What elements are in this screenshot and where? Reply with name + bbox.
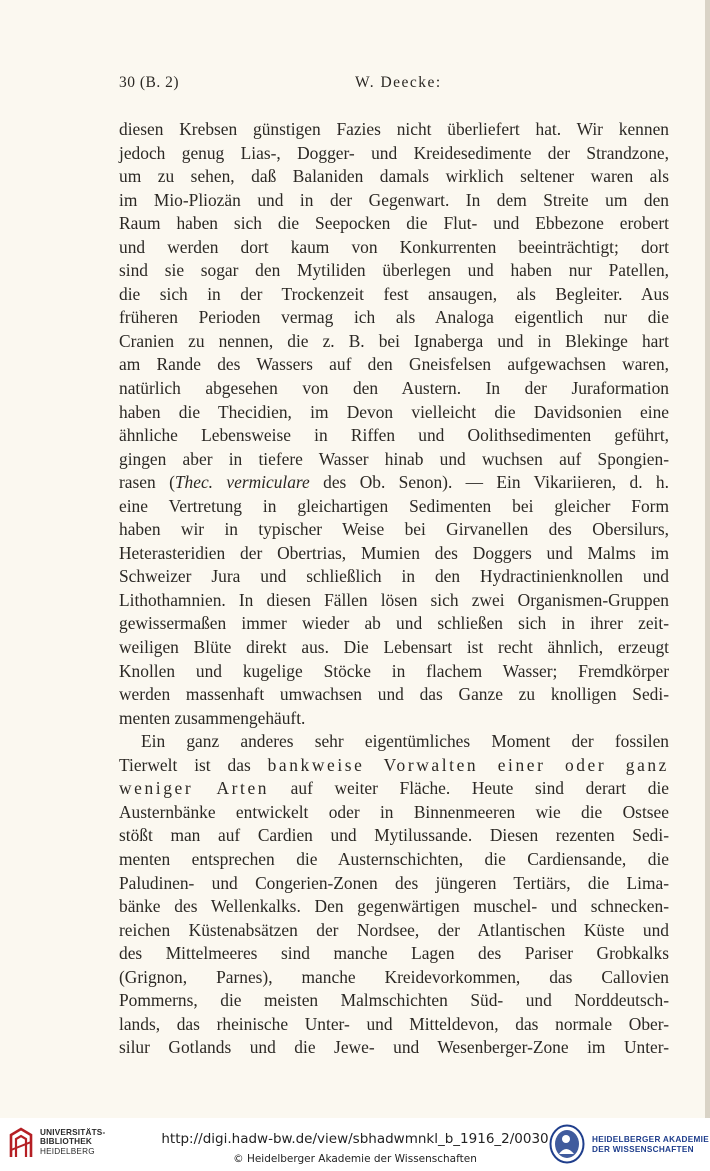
text-line: weniger Arten auf weiter Fläche. Heute sind derart die xyxy=(119,778,669,799)
text-line: stößt man auf Cardien und Mytilussande. Diesen rezenten Sedi- xyxy=(119,825,669,846)
text-line: (Grignon, Parnes), manche Kreidevorkommen, das Callovien xyxy=(119,966,669,987)
text-line: Tierwelt ist das bankweise Vorwalten einer oder ganz xyxy=(119,754,670,775)
text-line: Pommerns, die meisten Malmschichten Süd- und Norddeutsch- xyxy=(119,990,669,1011)
text-line: Cranien zu nennen, die z. B. bei Ignaberga und in Blekinge hart xyxy=(119,330,669,351)
text-line: natürlich abgesehen von den Austern. In der Juraformation xyxy=(119,378,669,399)
text-line: gingen aber in tiefere Wasser hinab und wuchsen auf Spongien- xyxy=(119,448,669,469)
text-line: rasen (Thec. vermiculare des Ob. Senon). — Ein Vikariieren, d. h. xyxy=(119,472,669,493)
text-line: am Rande des Wassers auf den Gneisfelsen aufgewachsen waren, xyxy=(119,354,669,375)
text-line: Schweizer Jura und schließlich in den Hydractinienknollen und xyxy=(119,566,669,587)
text-line: werden massenhaft umwachsen und das Ganze zu knolligen Sedi- xyxy=(119,684,669,705)
text-line: jedoch genug Lias-, Dogger- und Kreidesedimente der Strandzone, xyxy=(119,142,669,163)
text-line: bänke des Wellenkalks. Den gegenwärtigen muschel- und schnecken- xyxy=(119,896,669,917)
text-line: im Mio-Pliozän und in der Gegenwart. In dem Streite um den xyxy=(119,189,669,210)
permalink-url[interactable]: http://digi.hadw-bw.de/view/sbhadwmnkl_b_1916_2/0030 xyxy=(161,1131,549,1147)
text-line: Heterasteridien der Obertrias, Mumien des Doggers und Malms im xyxy=(119,542,669,563)
text-line: haben wir in typischer Weise bei Girvanellen des Obersilurs, xyxy=(119,519,669,540)
author-name: W. Deecke: xyxy=(355,74,442,91)
academy-seal-icon xyxy=(549,1124,585,1164)
text-line: Lithothamnien. In diesen Fällen lösen sich zwei Organismen-Gruppen xyxy=(119,589,669,610)
text-line: Paludinen- und Congerien-Zonen des jüngeren Tertiärs, die Lima- xyxy=(119,872,669,893)
text-line: reichen Küstenabsätzen der Nordsee, der Atlantischen Küste und xyxy=(119,919,669,940)
text-line: haben die Thecidien, im Devon vielleicht die Davidsonien eine xyxy=(119,401,669,422)
text-line: Knollen und kugelige Stöcke in flachem Wasser; Fremdkörper xyxy=(119,660,669,681)
text-line: eine Vertretung in gleichartigen Sedimenten bei gleicher Form xyxy=(119,495,669,516)
footer xyxy=(0,1118,710,1171)
text-line: menten entsprechen die Austernschichten, die Cardiensande, die xyxy=(119,848,669,869)
species-name: Thec. vermiculare xyxy=(174,472,310,493)
spaced-emphasis: weniger Arten xyxy=(119,778,270,799)
text-line: menten zusammengehäuft. xyxy=(119,707,306,728)
text-line: Ein ganz anderes sehr eigentümliches Moment der fossilen xyxy=(141,731,669,752)
library-name: UNIVERSITÄTS- BIBLIOTHEK HEIDELBERG xyxy=(40,1128,106,1156)
text-line: und werden dort kaum von Konkurrenten beeinträchtigt; dort xyxy=(119,236,669,257)
text-line: des Mittelmeeres sind manche Lagen des Pariser Grobkalks xyxy=(119,943,669,964)
text-line: Raum haben sich die Seepocken die Flut- und Ebbezone erobert xyxy=(119,213,669,234)
text-line: gewissermaßen immer wieder ab und schließen sich in ihrer zeit- xyxy=(119,613,669,634)
copyright-notice: © Heidelberger Akademie der Wissenschaften xyxy=(233,1153,477,1165)
text-line: die sich in der Trockenzeit fest ansaugen, als Begleiter. Aus xyxy=(119,283,669,304)
page-edge xyxy=(705,0,710,1118)
page-number: 30 (B. 2) xyxy=(119,74,180,91)
text-line: ähnliche Lebensweise in Riffen und Oolithsedimenten geführt, xyxy=(119,425,669,446)
library-logo-icon xyxy=(8,1126,34,1160)
text-line: silur Gotlands und die Jewe- und Wesenberger-Zone im Unter- xyxy=(119,1037,669,1058)
text-line: Austernbänke entwickelt oder in Binnenmeeren wie die Ostsee xyxy=(119,801,669,822)
text-line: lands, das rheinische Unter- und Mitteldevon, das normale Ober- xyxy=(119,1013,669,1034)
text-line: diesen Krebsen günstigen Fazies nicht überliefert hat. Wir kennen xyxy=(119,119,669,139)
text-line: sind sie sogar den Mytiliden überlegen und haben nur Patellen, xyxy=(119,260,669,281)
academy-name: HEIDELBERGER AKADEMIE DER WISSENSCHAFTEN xyxy=(592,1135,709,1154)
text-line: um zu sehen, daß Balaniden damals wirklich seltener waren als xyxy=(119,166,669,187)
spaced-emphasis: bankweise Vorwalten einer oder ganz xyxy=(267,754,670,775)
text-line: früheren Perioden vermag ich als Analoga eigentlich nur die xyxy=(119,307,669,328)
text-line: weiligen Blüte direkt aus. Die Lebensart ist recht ähnlich, erzeugt xyxy=(119,637,669,658)
body-text xyxy=(119,118,669,1060)
running-head xyxy=(119,74,669,98)
